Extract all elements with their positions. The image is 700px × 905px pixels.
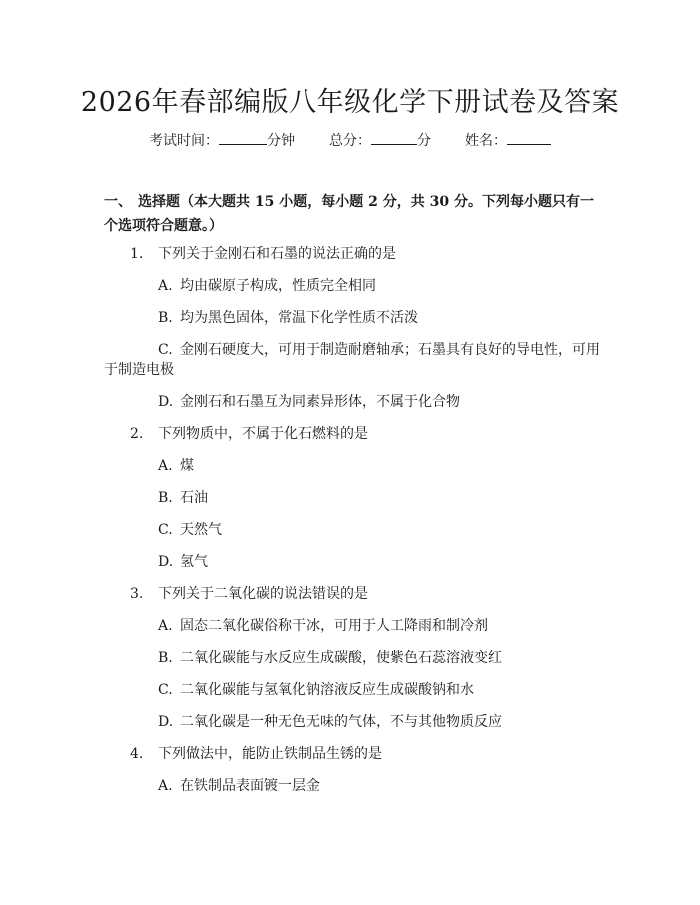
option-text: 石油 [180, 490, 208, 506]
score-blank [371, 130, 417, 145]
question-3 [130, 584, 368, 604]
option-text: 煤 [180, 458, 194, 474]
option-letter: B. [158, 650, 173, 666]
option-1d [158, 392, 460, 412]
question-number: 2. [130, 426, 144, 442]
option-letter: D. [158, 554, 174, 570]
option-letter: B. [158, 490, 173, 506]
option-1a [158, 276, 376, 296]
option-2a [158, 456, 194, 476]
option-text: 金刚石和石墨互为同素异形体，不属于化合物 [180, 394, 460, 410]
option-letter: D. [158, 714, 174, 730]
option-text: 金刚石硬度大，可用于制造耐磨轴承；石墨具有良好的导电性，可用 [180, 342, 600, 358]
option-letter: D. [158, 394, 174, 410]
option-3c [158, 680, 474, 700]
question-number: 3. [130, 586, 144, 602]
question-1 [130, 244, 396, 264]
time-unit: 分钟 [267, 133, 295, 149]
question-text: 下列关于金刚石和石墨的说法正确的是 [158, 246, 396, 262]
option-3a [158, 616, 488, 636]
option-text: 二氧化碳能与氢氧化钠溶液反应生成碳酸钠和水 [180, 682, 474, 698]
option-letter: C. [158, 342, 173, 358]
score-unit: 分 [417, 133, 431, 149]
question-number: 1. [130, 246, 144, 262]
option-1c-continuation: 于制造电极 [104, 362, 174, 378]
option-2d [158, 552, 208, 572]
time-label: 考试时间： [149, 133, 219, 149]
name-label: 姓名： [465, 133, 507, 149]
option-letter: A. [158, 458, 173, 474]
section-heading [104, 190, 604, 238]
question-text: 下列物质中，不属于化石燃料的是 [158, 426, 368, 442]
option-letter: A. [158, 278, 173, 294]
option-text: 氢气 [180, 554, 208, 570]
question-text: 下列关于二氧化碳的说法错误的是 [158, 586, 368, 602]
option-1c [158, 340, 600, 360]
option-text: 均由碳原子构成，性质完全相同 [180, 278, 376, 294]
time-blank [219, 130, 267, 145]
option-1b [158, 308, 418, 328]
score-label: 总分： [329, 133, 371, 149]
option-3b [158, 648, 502, 668]
option-text: 均为黑色固体，常温下化学性质不活泼 [180, 310, 418, 326]
question-number: 4. [130, 746, 144, 762]
option-letter: C. [158, 522, 173, 538]
section-text: 选择题（本大题共 15 小题，每小题 2 分，共 30 分。下列每小题只有一个选项符合题意。） [104, 194, 594, 234]
option-2c [158, 520, 222, 540]
option-letter: A. [158, 778, 173, 794]
option-text: 在铁制品表面镀一层金 [180, 778, 320, 794]
page-title: 2026年春部编版八年级化学下册试卷及答案 [80, 87, 620, 118]
question-2 [130, 424, 368, 444]
option-3d [158, 712, 502, 732]
section-number: 一、 [104, 194, 132, 210]
option-text: 二氧化碳能与水反应生成碳酸，使紫色石蕊溶液变红 [180, 650, 502, 666]
exam-meta [0, 130, 700, 150]
option-text: 固态二氧化碳俗称干冰，可用于人工降雨和制冷剂 [180, 618, 488, 634]
option-letter: C. [158, 682, 173, 698]
option-text: 二氧化碳是一种无色无味的气体，不与其他物质反应 [180, 714, 502, 730]
option-letter: B. [158, 310, 173, 326]
question-text: 下列做法中，能防止铁制品生锈的是 [158, 746, 382, 762]
option-letter: A. [158, 618, 173, 634]
option-4a [158, 776, 320, 796]
question-4 [130, 744, 382, 764]
option-2b [158, 488, 208, 508]
name-blank [507, 130, 551, 145]
option-text: 天然气 [180, 522, 222, 538]
